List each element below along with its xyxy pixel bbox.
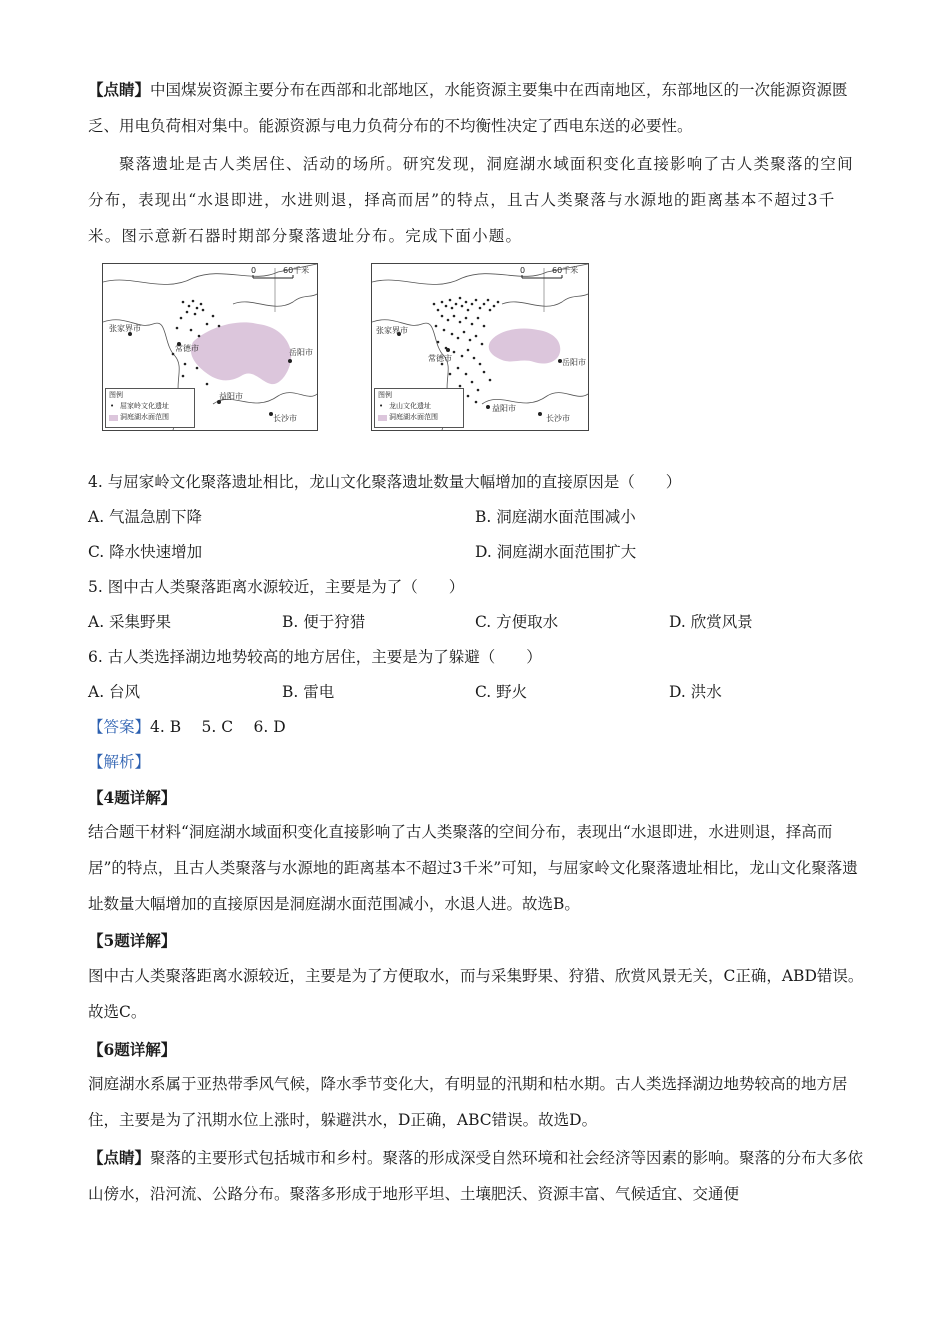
answer-line xyxy=(88,715,286,739)
site-dot xyxy=(461,355,464,358)
site-dot xyxy=(465,317,468,320)
map2-city-yiyang: 益阳市 xyxy=(492,404,516,413)
map1-legend-lake-swatch xyxy=(109,415,118,421)
answer-label: 【答案】 xyxy=(88,718,151,736)
map1-city-changsha: 长沙市 xyxy=(273,414,297,423)
site-dot xyxy=(198,335,201,338)
map1-scale-zero: 0 xyxy=(251,266,257,275)
site-dot xyxy=(481,343,484,346)
question-6-option-c: C. 野火 xyxy=(475,683,528,701)
site-dot xyxy=(180,317,183,320)
site-dot xyxy=(445,305,448,308)
question-5-option-c: C. 方便取水 xyxy=(475,613,559,631)
map2-city-yueyang: 岳阳市 xyxy=(562,358,586,367)
site-dot xyxy=(443,329,446,332)
site-dot xyxy=(451,333,454,336)
question-5-option-a: A. 采集野果 xyxy=(88,613,172,631)
site-dot xyxy=(184,363,187,366)
site-dot xyxy=(457,367,460,370)
detail-5-heading: 【5题详解】 xyxy=(88,931,177,950)
map2-legend xyxy=(374,388,464,428)
map2-scale-zero: 0 xyxy=(520,266,526,275)
question-6-option-d: D. 洪水 xyxy=(669,683,722,701)
map1-legend xyxy=(105,388,195,428)
site-dot xyxy=(471,303,474,306)
site-dot xyxy=(475,299,478,302)
site-dot xyxy=(467,395,470,398)
site-dot xyxy=(453,315,456,318)
answer-text: 4. B 5. C 6. D xyxy=(150,718,286,736)
site-dot xyxy=(447,319,450,322)
site-dot xyxy=(182,375,185,378)
detail-5-text: 图中古人类聚落距离水源较近，主要是为了方便取水，而与采集野果、狩猎、欣赏风景无关，C正确，ABD错误。故选C。 xyxy=(88,967,864,1021)
site-dot xyxy=(449,299,452,302)
map2-city-changsha: 长沙市 xyxy=(546,414,570,423)
site-dot xyxy=(493,305,496,308)
site-dot xyxy=(194,313,197,316)
question-6-option-b: B. 雷电 xyxy=(282,683,335,701)
map1-city-yiyang: 益阳市 xyxy=(219,392,243,401)
site-dot xyxy=(459,297,462,300)
site-dot xyxy=(176,327,179,330)
map1-legend-title: 图例 xyxy=(109,391,123,399)
site-dot xyxy=(196,307,199,310)
site-dot xyxy=(457,337,460,340)
site-dot xyxy=(206,383,209,386)
site-dot xyxy=(475,335,478,338)
site-dot xyxy=(437,309,440,312)
site-dot xyxy=(479,363,482,366)
intro-tip-text: 中国煤炭资源主要分布在西部和北部地区，水能资源主要集中在西南地区，东部地区的一次能源资源匮乏、用电负荷相对集中。能源资源与电力负荷分布的不均衡性决定了西电东送的必要性。 xyxy=(88,81,848,135)
site-dot xyxy=(487,299,490,302)
site-dot xyxy=(483,371,486,374)
site-dot xyxy=(477,389,480,392)
site-dot xyxy=(483,303,486,306)
site-dot xyxy=(202,309,205,312)
question-4-option-c: C. 降水快速增加 xyxy=(88,543,203,561)
question-4-option-b: B. 洞庭湖水面范围减小 xyxy=(475,508,636,526)
outro-tip-label: 【点睛】 xyxy=(88,1148,151,1167)
site-dot xyxy=(190,329,193,332)
site-dot xyxy=(441,315,444,318)
site-dot xyxy=(435,325,438,328)
site-dot xyxy=(477,317,480,320)
site-dot xyxy=(441,301,444,304)
map-longshan xyxy=(371,263,589,431)
question-4-option-d: D. 洞庭湖水面范围扩大 xyxy=(475,543,637,561)
site-dot xyxy=(471,381,474,384)
map-qujialing xyxy=(102,263,318,431)
site-dot xyxy=(479,307,482,310)
detail-4-text: 结合题干材料“洞庭湖水域面积变化直接影响了古人类聚落的空间分布，表现出“水退即进，水进则退，择高而居”的特点，且古人类聚落与水源地的距离基本不超过3千米”可知，与屈家岭文化聚落遗址相比，龙山文化聚落遗址数量大幅增加的直接原因是洞庭湖水面范围减小，水退人进。故选B。 xyxy=(88,823,858,913)
question-4-stem: 4. 与屈家岭文化聚落遗址相比，龙山文化聚落遗址数量大幅增加的直接原因是（ ） xyxy=(88,473,682,491)
map1-legend-lake: 洞庭湖水面范围 xyxy=(120,413,169,421)
question-6-option-a: A. 台风 xyxy=(88,683,141,701)
site-dot xyxy=(218,325,221,328)
site-dot xyxy=(459,385,462,388)
map1-scale-text: 60千米 xyxy=(283,266,310,275)
intro-tip-label: 【点睛】 xyxy=(88,80,151,99)
intro-tip xyxy=(88,72,868,144)
site-dot xyxy=(200,303,203,306)
detail-6-text: 洞庭湖水系属于亚热带季风气候，降水季节变化大，有明显的汛期和枯水期。古人类选择湖边地势较高的地方居住，主要是为了汛期水位上涨时，躲避洪水，D正确，ABC错误。故选D。 xyxy=(88,1075,848,1129)
question-4-option-a: A. 气温急剧下降 xyxy=(88,508,203,526)
site-dot xyxy=(188,305,191,308)
question-6-stem: 6. 古人类选择湖边地势较高的地方居住，主要是为了躲避（ ） xyxy=(88,648,542,666)
site-dot xyxy=(467,309,470,312)
site-dot xyxy=(186,311,189,314)
site-dot xyxy=(489,379,492,382)
site-dot xyxy=(453,351,456,354)
site-dot xyxy=(467,349,470,352)
map2-city-zhangjiajie: 张家界市 xyxy=(376,326,408,335)
map1-legend-site: 屈家岭文化遗址 xyxy=(120,402,169,410)
site-dot xyxy=(463,331,466,334)
material-paragraph: 聚落遗址是古人类居住、活动的场所。研究发现，洞庭湖水域面积变化直接影响了古人类聚落的空间分布，表现出“水退即进，水进则退，择高而居”的特点，且古人类聚落与水源地的距离基本不超过3千米。图示意新石器时期部分聚落遗址分布。完成下面小题。 xyxy=(88,155,854,245)
site-dot xyxy=(471,323,474,326)
site-dot xyxy=(465,301,468,304)
detail-6-heading: 【6题详解】 xyxy=(88,1040,177,1059)
map1-city-yueyang: 岳阳市 xyxy=(289,348,313,357)
site-dot xyxy=(451,307,454,310)
site-dot xyxy=(437,341,440,344)
site-dot xyxy=(212,315,215,318)
site-dot xyxy=(473,357,476,360)
site-dot xyxy=(172,353,175,356)
question-5-option-b: B. 便于狩猎 xyxy=(282,613,366,631)
analysis-label: 【解析】 xyxy=(88,753,151,771)
map2-scale-text: 60千米 xyxy=(552,266,579,275)
site-dot xyxy=(449,373,452,376)
map2-city-changde: 常德市 xyxy=(428,354,452,363)
detail-4-heading: 【4题详解】 xyxy=(88,788,177,807)
site-dot xyxy=(469,339,472,342)
map2-legend-dot-icon: • xyxy=(379,402,384,410)
question-5-option-d: D. 欣赏风景 xyxy=(669,613,753,631)
site-dot xyxy=(461,305,464,308)
site-dot xyxy=(433,303,436,306)
map1-legend-dot-icon: • xyxy=(110,402,115,410)
map2-legend-site: 龙山文化遗址 xyxy=(389,402,431,410)
outro-tip-text: 聚落的主要形式包括城市和乡村。聚落的形成深受自然环境和社会经济等因素的影响。聚落的分布大多依山傍水，沿河流、公路分布。聚落多形成于地形平坦、土壤肥沃、资源丰富、气候适宜、交通便 xyxy=(88,1149,864,1203)
site-dot xyxy=(192,300,195,303)
map2-legend-lake-swatch xyxy=(378,415,387,421)
map1-city-zhangjiajie: 张家界市 xyxy=(109,324,141,333)
outro-tip xyxy=(88,1140,868,1212)
site-dot xyxy=(459,321,462,324)
question-5-stem: 5. 图中古人类聚落距离水源较近，主要是为了（ ） xyxy=(88,578,465,596)
site-dot xyxy=(497,301,500,304)
map1-city-changde: 常德市 xyxy=(175,344,199,353)
map2-legend-lake: 洞庭湖水面范围 xyxy=(389,413,438,421)
site-dot xyxy=(206,323,209,326)
site-dot xyxy=(465,373,468,376)
site-dot xyxy=(475,401,478,404)
map2-legend-title: 图例 xyxy=(378,391,392,399)
site-dot xyxy=(182,301,185,304)
site-dot xyxy=(455,303,458,306)
site-dot xyxy=(483,325,486,328)
site-dot xyxy=(196,367,199,370)
site-dot xyxy=(489,309,492,312)
